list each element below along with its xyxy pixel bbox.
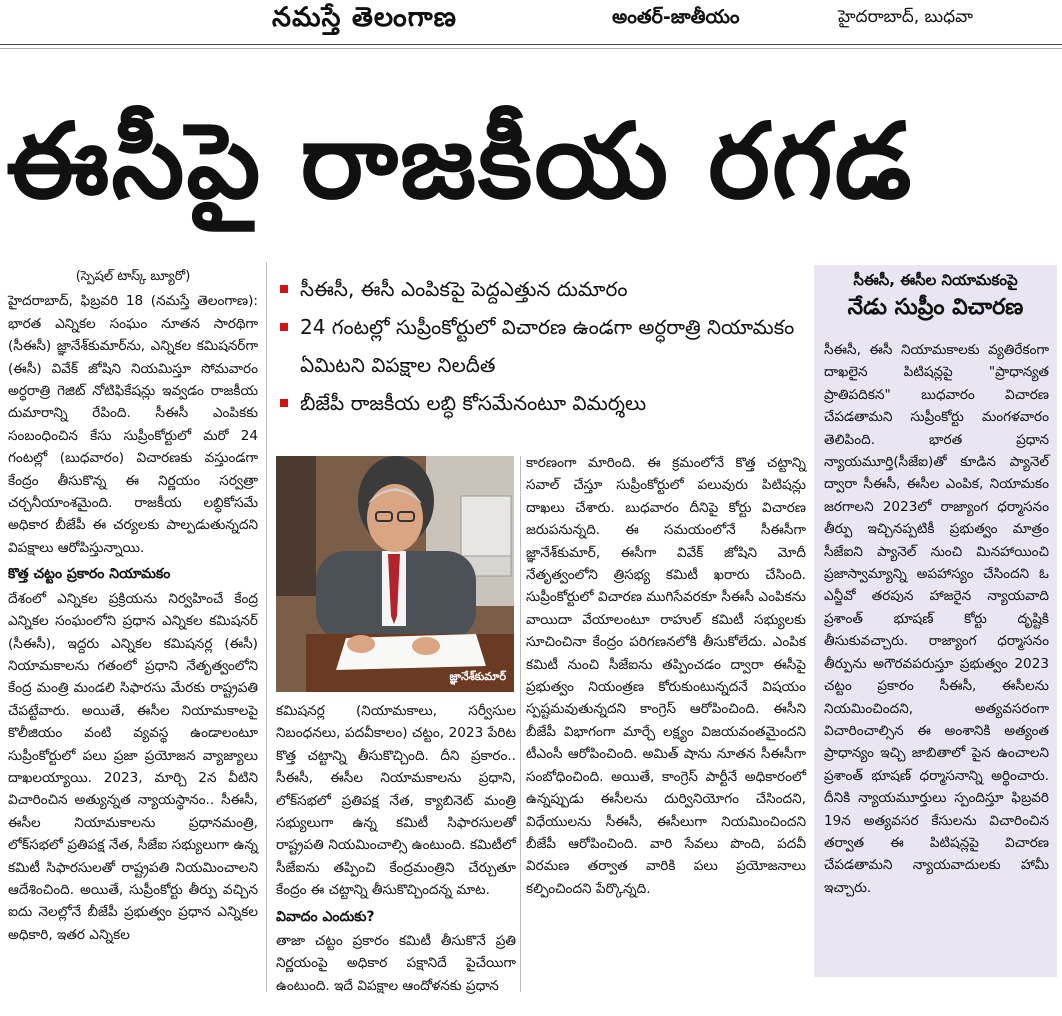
news-photo [276,456,514,692]
header-rule [0,44,1062,45]
paragraph: దేశంలో ఎన్నికల ప్రక్రియను నిర్వహించే కేంద్ర ఎన్నికల సంఘంలోని ప్రధాన ఎన్నికల కమిషనర్ (సీఈసీ), ఇద్దరు ఎన్నికల కమిషనర్ల (ఈసీ) నియామకాలను గతంలో ప్రధాని నేతృత్వంలోని కేంద్ర మంత్రి మండలి సిఫారసు మేరకు రాష్ట్రపతి చేపట్టేవారు. అయితే, ఈసీల నియామకాలపై కొలీజియం వంటి వ్యవస్థ ఉండాలంటూ సుప్రీంకోర్టులో పలు ప్రజా ప్రయోజన వ్యాజ్యాలు దాఖలయ్యాయి. 2023, మార్చి 2న వీటిని విచారించిన అత్యున్నత న్యాయస్థానం.. సీఈసీ, ఈసీల నియామకాలను ప్రధానమంత్రి, లోక్‌సభలో ప్రతిపక్ష నేత, సీజేఐ సభ్యులుగా ఉన్న కమిటీ సిఫారసులతో రాష్ట్రపతి నియమించాలని ఆదేశించింది. అయితే, సుప్రీంకోర్టు తీర్పు వచ్చిన ఐదు నెలల్లోనే బీజేపీ ప్రభుత్వం ప్రధాన ఎన్నికల అధికారి, ఇతర ఎన్నికల [8,590,258,943]
sidebar-headline: నేడు సుప్రీం విచారణ [847,295,1024,320]
article-column-2 [276,700,516,997]
paragraph: తాజా చట్టం ప్రకారం కమిటీ తీసుకొనే ప్రతి నిర్ణయంపై అధికార పక్షానిదే పైచేయిగా ఉంటుంది. ఇదే విపక్షాల ఆందోళనకు ప్రధాన [276,933,516,994]
paragraph: కారణంగా మారింది. ఈ క్రమంలోనే కొత్త చట్టాన్ని సవాల్ చేస్తూ సుప్రీంకోర్టులో పలువురు పిటిషన్లు దాఖలు చేశారు. బుధవారం దీనిపై కోర్టు విచారణ జరుపనున్నది. ఈ సమయంలోనే సీఈసీగా జ్ఞానేశ్‌కుమార్, ఈసీగా వివేక్ జోషిని మోదీ నేతృత్వంలోని త్రిసభ్య కమిటీ ఖరారు చేసింది. సుప్రీంకోర్టులో విచారణ ముగిసేవరకూ సీఈసీ ఎంపికను వాయిదా వేయాలంటూ రాహుల్ కమిటీ సభ్యులకు సూచించినా కేంద్రం పరిగణనలోకి తీసుకోలేదు. ఎంపిక కమిటీ నుంచి సీజేఐను తప్పించడం ద్వారా ఈసీపై ప్రభుత్వం నియంత్రణ కోరుకుంటున్నదనే విషయం స్పష్టమవుతున్నదని కాంగ్రెస్ ఆరోపించింది. ఈసీని బీజేపీ విభాగంగా మార్చే లక్ష్యం విజయవంతమైందని టీఎంసీ ఆరోపించింది. అమిత్ షాను నూతన సీఈసీగా సంబోధించింది. అయితే, కాంగ్రెస్ పార్టీనే అధికారంలో ఉన్నప్పుడు ఈసీలను దుర్వినియోగం చేసిందని, విధేయులను సీఈసీ, ఈసీలుగా నియమించిందని బీజేపీ ఆరోపించింది. వారి సేవలు పొంది, పదవీ విరమణ తర్వాత వారికి పలు ప్రయోజనాలు కల్పించిందని పేర్కొన్నది. [526,455,806,897]
highlight-bullets [276,270,806,422]
header-rule-thin [0,48,1062,49]
sidebar-box [814,265,1057,977]
bullet-square-icon [280,399,288,407]
column-divider [266,262,267,992]
bullet-item [276,308,806,384]
dateline-place: హైదరాబాద్, బుధవా [838,7,973,27]
bullet-square-icon [280,285,288,293]
bullet-text: సీఈసీ, ఈసీ ఎంపికపై పెద్దఎత్తున దుమారం [300,277,628,301]
column-divider [520,456,521,992]
person-at-desk-illustration [276,456,514,692]
section-name: అంతర్-జాతీయం [612,6,740,28]
page-header [0,0,1062,42]
paragraph: హైదరాబాద్, ఫిబ్రవరి 18 (నమస్తే తెలంగాణ): భారత ఎన్నికల సంఘం నూతన సారథిగా (సీఈసీ) జ్ఞానేశ్‌కుమార్‌ను, ఎన్నికల కమిషనర్‌గా (ఈసీ) వివేక్ జోషిని నియమిస్తూ సోమవారం అర్ధరాత్రి గెజిట్ నోటిఫికేషన్లు ఇవ్వడం రాజకీయ దుమారాన్ని రేపింది. సీఈసీ ఎంపికకు సంబంధించిన కేసు సుప్రీంకోర్టులో మరో 24 గంటల్లో (బుధవారం) విచారణకు వస్తుండగా కేంద్రం తీసుకొన్న ఈ నిర్ణయం సర్వత్రా చర్చనీయాంశమైంది. రాజకీయ లబ్ధికోసమే అధికార బీజేపీ ఈ చర్యలకు పాల్పడుతున్నదని విపక్షాలు ఆరోపిస్తున్నాయి. [8,293,258,556]
sidebar-kicker: సీఈసీ, ఈసీల నియామకంపై [853,271,1018,289]
main-headline: ఈసీపై రాజకీయ రగడ [6,100,914,222]
bullet-text: బీజేపీ రాజకీయ లబ్ధి కోసమేనంటూ విమర్శలు [300,391,647,415]
paragraph: కమిషనర్ల (నియామకాలు, సర్వీసుల నిబంధనలు, పదవీకాలం) చట్టం, 2023 పేరిట కొత్త చట్టాన్ని తీసుకొచ్చింది. దీని ప్రకారం.. సీఈసీ, ఈసీల నియామకాలను ప్రధాని, లోక్‌సభలో ప్రతిపక్ష నేత, క్యాబినెట్ మంత్రి సభ్యులుగా ఉన్న కమిటీ సిఫారసులతో రాష్ట్రపతి నియమించాల్సి ఉంటుంది. కమిటీలో సీజేఐను తప్పించి కేంద్రమంత్రిని చేర్చుతూ కేంద్రం ఈ చట్టాన్ని తీసుకొచ్చిందన్న మాట. [276,703,516,899]
subheading: వివాదం ఎందుకు? [276,908,375,925]
masthead: నమస్తే తెలంగాణ [272,2,457,33]
byline: (స్పెషల్ టాస్క్ బ్యూరో) [75,269,191,284]
bullet-item [276,270,806,308]
article-column-1 [8,266,258,946]
bullet-square-icon [280,323,288,331]
article-column-3 [526,452,806,900]
bullet-item [276,384,806,422]
bullet-text: 24 గంటల్లో సుప్రీంకోర్టులో విచారణ ఉండగా అర్ధరాత్రి నియామకం ఏమిటని విపక్షాల నిలదీత [300,315,795,377]
sidebar-text: సీఈసీ, ఈసీ నియామకాలకు వ్యతిరేకంగా దాఖలైన పిటిషన్లపై "ప్రాధాన్యత ప్రాతిపదికన" బుధవారం విచారణ చేపడతామని సుప్రీంకోర్టు మంగళవారం తెలిపింది. భారత ప్రధాన న్యాయమూర్తి(సీజేఐ)తో కూడిన ప్యానెల్ ద్వారా సీఈసీ, ఈసీల ఎంపిక, నియామకం జరగాలని 2023లో రాజ్యాంగ ధర్మాసనం తీర్పు ఇచ్చినప్పటికీ ప్రభుత్వం మాత్రం సీజేఐని ప్యానెల్ నుంచి మినహాయించి ప్రజాస్వామ్యాన్ని అపహాస్యం చేసిందని ఓ ఎన్జీవో తరపున హాజరైన న్యాయవాది ప్రశాంత్ భూషణ్ కోర్టు దృష్టికి తీసుకువచ్చారు. రాజ్యాంగ ధర్మాసనం తీర్పును అగౌరవపరుస్తూ ప్రభుత్వం 2023 చట్టం ప్రకారం సీఈసీ, ఈసీలను నియమించిందని, అత్యవసరంగా విచారించాల్సిన ఈ అంశానికి అత్యంత ప్రాధాన్యం ఇచ్చి జాబితాలో పైన ఉంచాలని ప్రశాంత్ భూషణ్ ధర్మాసనాన్ని అర్థించారు. దీనికి న్యాయమూర్తులు స్పందిస్తూ ఫిబ్రవరి 19న అత్యవసర కేసులను విచారించిన తర్వాత ఈ పిటిషన్లపై విచారణ చేపడతామని న్యాయవాదులకు హామీ ఇచ్చారు. [824,342,1049,896]
subheading: కొత్త చట్టం ప్రకారం నియామకం [8,566,171,583]
photo-caption: జ్ఞానేశ్‌కుమార్ [449,670,506,683]
